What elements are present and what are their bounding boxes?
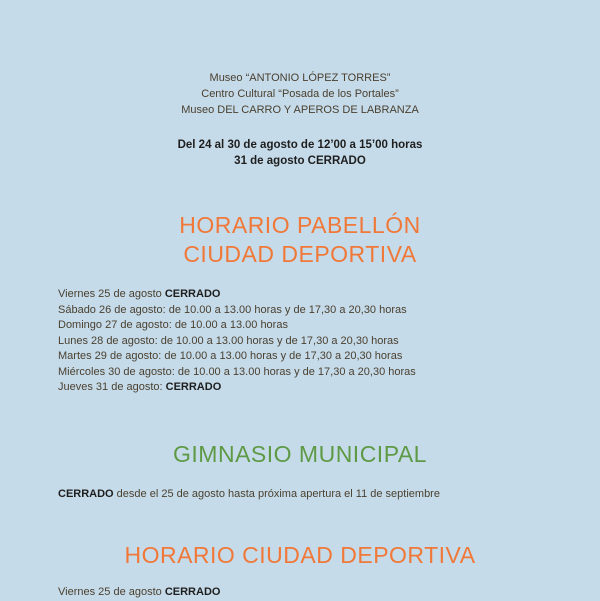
list-item: Viernes 25 de agosto CERRADO — [58, 288, 221, 300]
pabellon-schedule-list — [58, 287, 578, 396]
closed-label: CERRADO — [165, 381, 222, 393]
list-item: Domingo 27 de agosto: de 10.00 a 13.00 horas — [58, 319, 288, 331]
pabellon-heading — [0, 211, 600, 269]
museums-schedule-line: Del 24 al 30 de agosto de 12’00 a 15’00 horas — [177, 139, 423, 151]
museums-schedule — [0, 137, 600, 169]
list-item: Viernes 25 de agosto CERRADO — [58, 586, 221, 598]
museum-line-3: Museo DEL CARRO Y APEROS DE LABRANZA — [181, 104, 419, 116]
pabellon-title-line-1: HORARIO PABELLÓN — [179, 212, 421, 238]
list-item: Sábado 26 de agosto: de 10.00 a 13.00 horas y de 17,30 a 20,30 horas — [58, 303, 407, 316]
list-item: Miércoles 30 de agosto: de 10.00 a 13.00 horas y de 17,30 a 20,30 horas — [58, 365, 416, 378]
closed-label: CERRADO — [58, 488, 114, 500]
gimnasio-title: GIMNASIO MUNICIPAL — [173, 441, 427, 467]
ciudad-deportiva-schedule-list — [58, 585, 578, 601]
gimnasio-note: CERRADO desde el 25 de agosto hasta próxima apertura el 11 de septiembre — [58, 488, 440, 500]
museums-closed-line: 31 de agosto CERRADO — [234, 155, 366, 167]
closed-label: CERRADO — [164, 288, 221, 300]
ciudad-deportiva-title: HORARIO CIUDAD DEPORTIVA — [124, 542, 476, 568]
pabellon-title-line-2: CIUDAD DEPORTIVA — [183, 241, 417, 267]
museum-line-1: Museo “ANTONIO LÓPEZ TORRES” — [209, 72, 391, 84]
list-item: Lunes 28 de agosto: de 10.00 a 13.00 horas y de 17,30 a 20,30 horas — [58, 334, 399, 347]
list-item: Martes 29 de agosto: de 10.00 a 13.00 horas y de 17,30 a 20,30 horas — [58, 350, 403, 362]
museums-block — [0, 70, 600, 118]
list-item: Jueves 31 de agosto: CERRADO — [58, 381, 222, 393]
closed-label: CERRADO — [164, 586, 221, 598]
ciudad-deportiva-heading — [0, 541, 600, 570]
gimnasio-heading — [0, 440, 600, 469]
museum-line-2: Centro Cultural “Posada de los Portales” — [201, 88, 399, 100]
